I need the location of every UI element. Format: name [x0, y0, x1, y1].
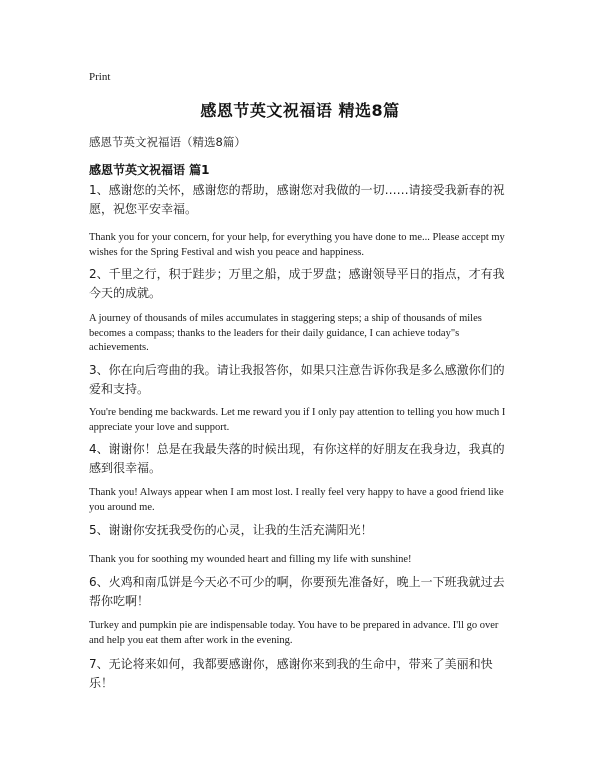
entry-6: [89, 573, 511, 611]
entry-6-translation: [89, 619, 511, 648]
page-title: 感恩节英文祝福语 精选8篇: [200, 101, 400, 120]
entry-3: [89, 361, 511, 399]
entry-5-chinese: 5、谢谢你安抚我受伤的心灵，让我的生活充满阳光！: [89, 523, 373, 537]
entry-7-chinese: 7、无论将来如何，我都要感谢你，感谢你来到我的生命中，带来了美丽和快乐！: [89, 657, 493, 690]
entry-3-chinese: 3、你在向后弯曲的我。请让我报答你，如果只注意告诉你我是多么感激你们的爱和支持。: [89, 363, 505, 396]
entry-1-english: Thank you for your concern, for your help, for everything you have done to me... Please accept my wishes for the Spring Festival and wish you peace and happiness.: [89, 232, 505, 258]
entry-2-english: A journey of thousands of miles accumulates in staggering steps; a ship of thousands of miles becomes a compass; thanks to the leaders for their daily guidance, I can achieve today"s achievements.: [89, 313, 482, 353]
entry-2: [89, 265, 511, 303]
document-subtitle: 感恩节英文祝福语（精选8篇）: [89, 135, 246, 149]
entry-6-chinese: 6、火鸡和南瓜饼是今天必不可少的啊，你要预先准备好，晚上一下班我就过去帮你吃啊！: [89, 575, 505, 608]
entry-7: [89, 655, 511, 693]
entry-4-english: Thank you! Always appear when I am most lost. I really feel very happy to have a good friend like you around me.: [89, 487, 504, 513]
entry-5: [89, 521, 511, 540]
entry-2-translation: [89, 312, 511, 356]
entry-4-translation: [89, 486, 511, 515]
entry-3-english: You're bending me backwards. Let me reward you if I only pay attention to telling you how much I appreciate your love and support.: [89, 407, 506, 433]
entry-5-english: Thank you for soothing my wounded heart and filling my life with sunshine!: [89, 554, 412, 565]
section-heading: 感恩节英文祝福语 篇1: [89, 163, 210, 177]
print-link[interactable]: Print: [89, 71, 111, 83]
entry-4-chinese: 4、谢谢你！总是在我最失落的时候出现，有你这样的好朋友在我身边，我真的感到很幸福。: [89, 442, 505, 475]
entry-6-english: Turkey and pumpkin pie are indispensable today. You have to be prepared in advance. I'll go over and help you eat them after work in the evening.: [89, 620, 499, 646]
entry-2-chinese: 2、千里之行，积于跬步；万里之船，成于罗盘；感谢领导平日的指点，才有我今天的成就。: [89, 267, 505, 300]
entry-1-translation: [89, 231, 511, 260]
entry-4: [89, 440, 511, 478]
entry-1-chinese: 1、感谢您的关怀，感谢您的帮助，感谢您对我做的一切……请接受我新春的祝愿，祝您平安幸福。: [89, 183, 505, 216]
entry-5-translation: [89, 553, 511, 568]
entry-3-translation: [89, 406, 511, 435]
entry-1: [89, 181, 511, 219]
